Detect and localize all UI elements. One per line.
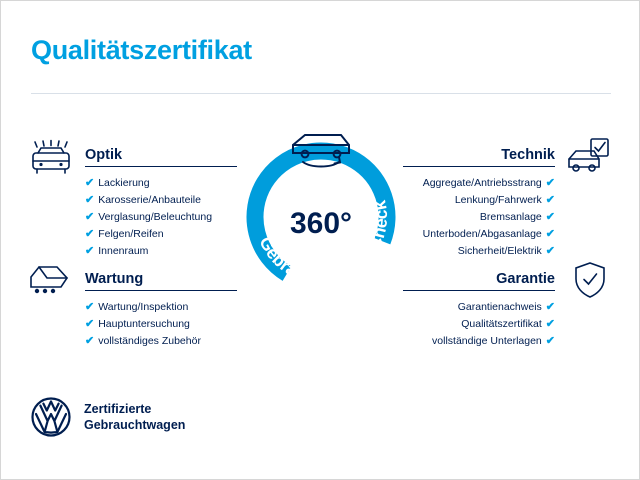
footer-brand xyxy=(31,397,185,437)
list-item xyxy=(403,226,555,243)
list-item-label: Garantienachweis xyxy=(457,301,542,313)
list-item-label: Bremsanlage xyxy=(479,211,542,223)
check-icon: ✔ xyxy=(545,318,555,330)
section-optik-title: Optik xyxy=(85,147,123,163)
check-icon: ✔ xyxy=(545,194,555,206)
footer-line-1: Zertifizierte xyxy=(84,402,152,416)
footer-line-2: Gebrauchtwagen xyxy=(84,418,186,432)
section-garantie-title: Garantie xyxy=(496,271,555,287)
check-icon: ✔ xyxy=(85,177,95,189)
list-item-label: Wartung/Inspektion xyxy=(98,301,189,313)
list-item-label: Karosserie/Anbauteile xyxy=(98,194,201,206)
list-item xyxy=(85,316,237,333)
section-technik-list xyxy=(403,175,555,260)
section-technik-header xyxy=(403,141,555,167)
badge-center-label: 360° xyxy=(289,207,353,240)
list-item xyxy=(85,175,237,192)
section-optik-list xyxy=(85,175,237,260)
car-checklist-icon xyxy=(567,137,611,180)
section-optik-divider xyxy=(85,166,237,167)
check-icon: ✔ xyxy=(85,194,95,206)
section-optik-header xyxy=(85,141,237,167)
list-item xyxy=(403,192,555,209)
list-item-label: Qualitätszertifikat xyxy=(461,318,542,330)
section-wartung-divider xyxy=(85,290,237,291)
section-wartung xyxy=(85,265,237,350)
list-item-label: Hauptuntersuchung xyxy=(98,318,190,330)
service-truck-icon xyxy=(27,263,73,302)
check-icon: ✔ xyxy=(545,177,555,189)
section-technik-title: Technik xyxy=(501,147,555,163)
list-item-label: Lenkung/Fahrwerk xyxy=(454,194,542,206)
check-icon: ✔ xyxy=(545,301,555,313)
list-item-label: Verglasung/Beleuchtung xyxy=(98,211,213,223)
vw-logo-icon xyxy=(31,397,71,437)
list-item-label: Lackierung xyxy=(98,177,150,189)
list-item-label: Unterboden/Abgasanlage xyxy=(422,228,542,240)
list-item xyxy=(85,192,237,209)
shield-check-icon xyxy=(573,261,607,304)
list-item xyxy=(85,209,237,226)
list-item-label: Felgen/Reifen xyxy=(98,228,164,240)
list-item xyxy=(403,316,555,333)
section-garantie-list xyxy=(403,299,555,350)
section-garantie-divider xyxy=(403,290,555,291)
check-icon: ✔ xyxy=(545,335,555,347)
list-item-label: vollständiges Zubehör xyxy=(98,335,201,347)
check-icon: ✔ xyxy=(545,211,555,223)
list-item xyxy=(403,333,555,350)
list-item-label: Innenraum xyxy=(98,245,149,257)
section-wartung-title: Wartung xyxy=(85,271,144,287)
section-garantie-header xyxy=(403,265,555,291)
360-check-badge xyxy=(227,123,415,311)
check-icon: ✔ xyxy=(85,245,95,257)
list-item-label: vollständige Unterlagen xyxy=(432,335,542,347)
section-optik xyxy=(85,141,237,260)
car-wash-icon xyxy=(29,139,73,182)
check-icon: ✔ xyxy=(85,335,95,347)
section-garantie xyxy=(403,265,555,350)
title-divider xyxy=(31,93,611,94)
list-item-label: Aggregate/Antriebsstrang xyxy=(422,177,542,189)
list-item-label: Sicherheit/Elektrik xyxy=(457,245,542,257)
section-wartung-header xyxy=(85,265,237,291)
section-technik-divider xyxy=(403,166,555,167)
list-item xyxy=(85,299,237,316)
list-item xyxy=(85,226,237,243)
list-item xyxy=(85,333,237,350)
check-icon: ✔ xyxy=(545,228,555,240)
page-title: Qualitätszertifikat xyxy=(31,35,252,65)
list-item xyxy=(403,209,555,226)
section-wartung-list xyxy=(85,299,237,350)
check-icon: ✔ xyxy=(85,211,95,223)
list-item xyxy=(403,175,555,192)
section-technik xyxy=(403,141,555,260)
list-item xyxy=(403,299,555,316)
check-icon: ✔ xyxy=(85,318,95,330)
footer-text xyxy=(84,401,185,433)
check-icon: ✔ xyxy=(85,301,95,313)
list-item xyxy=(403,243,555,260)
check-icon: ✔ xyxy=(85,228,95,240)
badge-ring-text: Gebrauchtwagen-Check xyxy=(255,198,392,288)
list-item xyxy=(85,243,237,260)
check-icon: ✔ xyxy=(545,245,555,257)
